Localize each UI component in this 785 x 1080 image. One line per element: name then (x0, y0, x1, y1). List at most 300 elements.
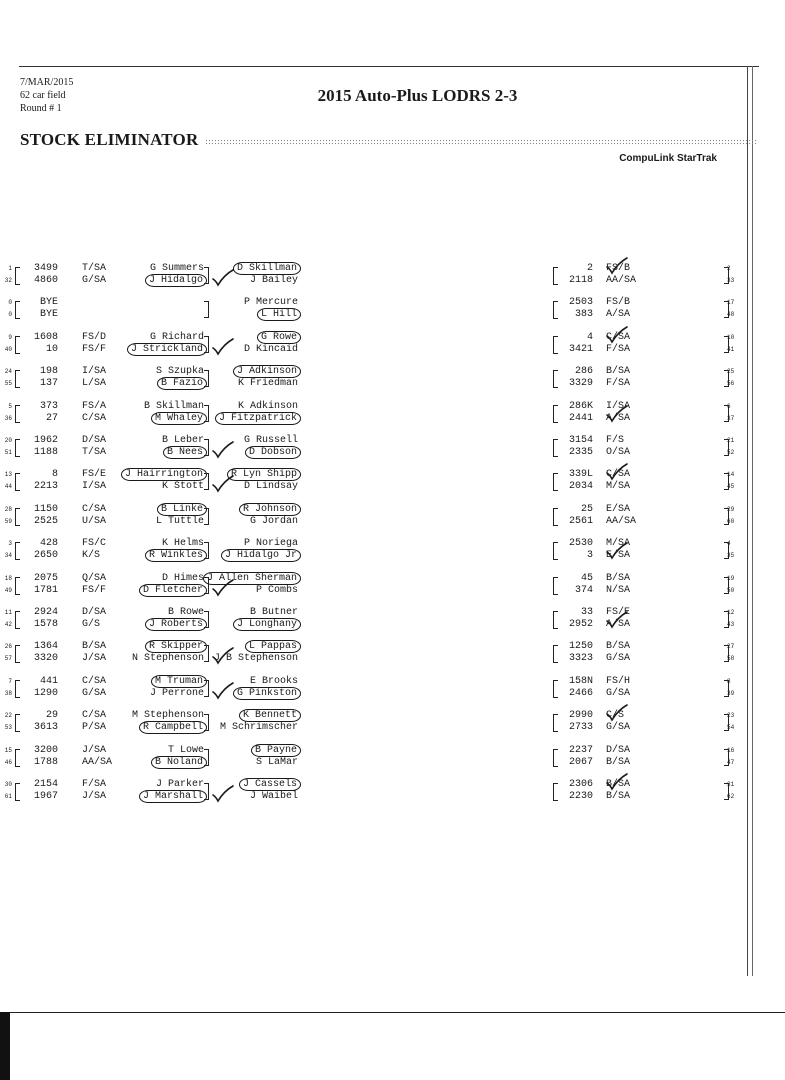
right-bracket (724, 542, 729, 559)
class-top: I/SA (82, 366, 107, 378)
seed-top: 2 (727, 265, 731, 272)
car-number-bottom: 2650 (33, 550, 58, 562)
class-bottom: I/SA (82, 481, 107, 493)
seed-bottom: 60 (727, 517, 735, 525)
scan-bottom-edge (10, 1012, 785, 1013)
car-number-bottom: 4860 (33, 275, 58, 286)
pairing-right-4 (0, 366, 735, 390)
car-number-top: 1364 (33, 641, 58, 653)
car-number-bottom: 10 (45, 343, 58, 355)
seed-top: 9 (8, 333, 12, 341)
right-margin-line (747, 66, 748, 976)
pairing-right-12 (0, 641, 735, 665)
driver-top: J Hairrington (121, 468, 207, 481)
class-bottom: N/SA (606, 584, 631, 596)
checkmark-icon (606, 405, 628, 423)
class-top: D/SA (606, 744, 631, 756)
race-date: 7/MAR/2015 (20, 77, 74, 88)
driver-bottom: J Hidalgo (145, 274, 207, 287)
seed-top: 3 (8, 540, 12, 548)
seed-top: 17 (727, 299, 735, 307)
pairing-right-16 (0, 779, 735, 803)
car-number-top: 2237 (568, 744, 593, 756)
car-number-top: 1150 (33, 503, 58, 515)
car-number-bottom: 3613 (33, 722, 58, 734)
car-number-bottom: 3329 (568, 378, 593, 390)
class-top: B/SA (606, 641, 631, 653)
driver-top: J Allen Sherman (203, 572, 301, 585)
car-number-bottom: 1967 (33, 791, 58, 802)
car-number-top: 2 (586, 263, 593, 274)
pairing-right-6 (0, 435, 735, 459)
driver-bottom: M Whaley (151, 412, 207, 425)
class-bottom: G/S (82, 619, 101, 630)
seed-top: 1 (8, 265, 12, 272)
class-bottom: O/SA (606, 447, 631, 458)
class-bottom: G/SA (82, 687, 107, 699)
class-bottom: FS/F (82, 343, 107, 355)
driver-bottom: J Perrone (149, 687, 204, 699)
car-number-top: 198 (39, 366, 58, 378)
left-bracket (553, 267, 558, 285)
driver-bottom: J Marshall (139, 790, 207, 803)
car-number-top: 29 (45, 710, 58, 722)
class-bottom: M/SA (606, 481, 631, 493)
car-number-bottom: 3421 (568, 343, 593, 355)
seed-bottom: 56 (727, 380, 735, 388)
seed-bottom: 59 (4, 517, 12, 525)
class-bottom: AA/SA (606, 515, 637, 527)
class-top: FS/A (82, 400, 107, 412)
class-top: J/SA (82, 744, 107, 756)
car-number-top: 3154 (568, 435, 593, 446)
left-bracket (553, 439, 558, 457)
class-bottom: A/SA (606, 309, 631, 321)
class-bottom: B/SA (606, 756, 631, 768)
left-bracket (553, 611, 558, 629)
seed-top: 4 (727, 540, 731, 548)
left-bracket (553, 680, 558, 698)
driver-bottom: M Schrimscher (219, 722, 298, 734)
seed-bottom: 58 (727, 655, 735, 663)
car-number-top: 2154 (33, 779, 58, 790)
class-top: I/SA (606, 400, 631, 412)
checkmark-icon (606, 773, 628, 791)
pairing-right-10 (0, 572, 735, 597)
class-top: M/SA (606, 538, 631, 550)
car-number-bottom: 2525 (33, 515, 58, 527)
seed-bottom: 34 (4, 552, 12, 560)
dotted-leader (205, 139, 757, 146)
right-bracket (724, 439, 729, 456)
seed-bottom: 61 (4, 793, 12, 800)
class-top: C/SA (82, 675, 107, 687)
driver-bottom: J Longhany (233, 618, 301, 631)
driver-bottom: B Nees (163, 446, 207, 459)
right-margin-line-2 (752, 66, 753, 976)
class-top: FS/H (606, 675, 631, 687)
driver-top: B Leber (161, 435, 204, 446)
car-number-top: 286 (574, 366, 593, 378)
driver-bottom: J Bailey (249, 275, 298, 286)
class-bottom: G/SA (606, 722, 631, 734)
car-number-bottom: 2213 (33, 481, 58, 493)
pairing-right-2 (0, 297, 735, 321)
seed-top: 7 (8, 677, 12, 685)
seed-bottom: 62 (727, 793, 735, 800)
class-title: STOCK ELIMINATOR (20, 130, 199, 149)
driver-top: B Payne (251, 744, 301, 757)
car-number-top: 428 (39, 538, 58, 550)
driver-top: G Rowe (257, 331, 301, 344)
seed-top: 8 (727, 677, 731, 685)
driver-bottom: D Kincaid (243, 343, 298, 355)
seed-bottom: 33 (727, 277, 735, 284)
seed-bottom: 57 (4, 655, 12, 663)
car-number-bottom: 1788 (33, 756, 58, 768)
seed-top: 31 (727, 781, 735, 788)
right-bracket (724, 301, 729, 318)
class-top: FS/E (82, 469, 107, 481)
seed-top: 12 (727, 609, 735, 616)
driver-bottom: G Jordan (249, 515, 298, 527)
field-size: 62 car field (20, 90, 66, 101)
seed-top: 26 (4, 643, 12, 651)
driver-top: B Rowe (167, 607, 204, 618)
class-top: F/SA (82, 779, 107, 790)
driver-bottom: G Pinkston (233, 687, 301, 700)
driver-top: G Richard (149, 331, 204, 343)
driver-bottom: J Strickland (127, 343, 207, 356)
class-bottom: A/SA (606, 412, 631, 424)
left-bracket (553, 645, 558, 663)
seed-top: 24 (4, 368, 12, 376)
seed-top: 30 (4, 781, 12, 788)
driver-bottom: D Lindsay (243, 481, 298, 493)
class-bottom: AA/SA (606, 275, 637, 286)
seed-top: 25 (727, 368, 735, 376)
class-top: B/SA (606, 366, 631, 378)
pairing-right-9 (0, 538, 735, 562)
car-number-top: 45 (580, 572, 593, 584)
driver-bottom: J Hidalgo Jr (221, 549, 301, 562)
car-number-bottom: 2230 (568, 791, 593, 802)
driver-bottom: J B Stephenson (213, 653, 298, 665)
class-top: F/S (606, 435, 625, 446)
class-top: FS/B (606, 297, 631, 309)
class-top: E/SA (606, 503, 631, 515)
event-title: 2015 Auto-Plus LODRS 2-3 (317, 86, 518, 105)
car-number-bottom: 137 (39, 378, 58, 390)
scan-left-shadow (0, 1012, 10, 1080)
left-bracket (553, 301, 558, 319)
car-number-bottom: 2118 (568, 275, 593, 286)
car-number-bottom: 2067 (568, 756, 593, 768)
class-bottom: P/SA (82, 722, 107, 734)
right-bracket (724, 336, 729, 353)
car-number-top: 339L (568, 469, 593, 481)
car-number-top: 33 (580, 607, 593, 618)
car-number-bottom: 3323 (568, 653, 593, 665)
driver-bottom: B Noland (151, 756, 207, 769)
driver-top: L Pappas (245, 640, 301, 653)
right-bracket (724, 267, 729, 284)
seed-bottom: 40 (4, 345, 12, 353)
class-bottom: C/SA (82, 412, 107, 424)
class-bottom: J/SA (82, 791, 107, 802)
pairing-right-14 (0, 710, 735, 734)
class-top: C/S (606, 710, 625, 722)
class-bottom: F/SA (606, 378, 631, 390)
driver-top: D Himes (161, 572, 204, 584)
seed-top: 15 (4, 746, 12, 754)
car-number-top: 373 (39, 400, 58, 412)
right-bracket (724, 405, 729, 422)
class-top: B/SA (606, 779, 631, 790)
car-number-top: 3499 (33, 263, 58, 274)
driver-top: R Johnson (239, 503, 301, 516)
left-bracket (553, 508, 558, 526)
car-number-bottom: 2952 (568, 619, 593, 630)
seed-bottom: 55 (4, 380, 12, 388)
pairing-right-3 (0, 331, 735, 356)
left-bracket (553, 783, 558, 801)
class-bottom: F/SA (606, 343, 631, 355)
pairing-right-15 (0, 744, 735, 769)
seed-bottom: 47 (727, 758, 735, 766)
seed-bottom: 38 (4, 689, 12, 697)
car-number-top: 286K (568, 400, 593, 412)
seed-bottom: 52 (727, 449, 735, 456)
driver-top: M Stephenson (131, 710, 204, 722)
car-number-top: 2306 (568, 779, 593, 790)
car-number-top: 2924 (33, 607, 58, 618)
left-bracket (553, 473, 558, 491)
car-number-bottom: 1578 (33, 619, 58, 630)
car-number-bottom: 3 (586, 550, 593, 562)
driver-top: K Bennett (239, 709, 301, 722)
driver-bottom: P Combs (255, 584, 298, 596)
driver-top: B Linke (157, 503, 207, 516)
seed-top: 6 (727, 402, 731, 410)
pairing-right-1 (0, 263, 735, 287)
right-bracket (724, 714, 729, 731)
car-number-bottom: 374 (574, 584, 593, 596)
seed-top: 13 (4, 471, 12, 479)
car-number-bottom: 2034 (568, 481, 593, 493)
checkmark-icon (606, 257, 628, 275)
pairing-right-7 (0, 469, 735, 493)
car-number-top: BYE (39, 297, 58, 309)
driver-bottom: D Dobson (245, 446, 301, 459)
seed-top: 18 (4, 574, 12, 582)
car-number-top: 1962 (33, 435, 58, 446)
seed-top: 19 (727, 574, 735, 582)
right-bracket (724, 645, 729, 662)
seed-top: 16 (727, 746, 735, 754)
checkmark-icon (606, 463, 628, 481)
left-bracket (553, 370, 558, 388)
class-top: D/SA (82, 607, 107, 618)
seed-bottom: 0 (8, 311, 12, 319)
driver-bottom: L Hill (257, 308, 301, 321)
driver-top: J Adkinson (233, 365, 301, 378)
driver-bottom: B Fazio (157, 377, 207, 390)
right-bracket (724, 370, 729, 387)
car-number-bottom: 1781 (33, 584, 58, 596)
car-number-top: 2075 (33, 572, 58, 584)
seed-bottom: 42 (4, 621, 12, 628)
car-number-bottom: 27 (45, 412, 58, 424)
driver-top: E Brooks (249, 675, 298, 687)
seed-bottom: 43 (727, 621, 735, 628)
driver-bottom: R Winkles (145, 549, 207, 562)
car-number-top: 2503 (568, 297, 593, 309)
left-bracket (553, 749, 558, 767)
class-top: FS/B (606, 263, 631, 274)
round-number: Round # 1 (20, 103, 62, 114)
driver-top: J Parker (155, 779, 204, 790)
car-number-bottom: 1290 (33, 687, 58, 699)
class-bottom: E/SA (606, 550, 631, 562)
driver-top: B Butner (249, 607, 298, 618)
driver-top: M Truman (151, 675, 207, 688)
car-number-top: 8 (51, 469, 58, 481)
class-bottom: U/SA (82, 515, 107, 527)
seed-top: 21 (727, 437, 735, 444)
car-number-top: 25 (580, 503, 593, 515)
driver-top: R Lyn Shipp (227, 468, 301, 481)
seed-bottom: 48 (727, 311, 735, 319)
seed-bottom: 46 (4, 758, 12, 766)
class-top: C/SA (606, 331, 631, 343)
class-top: FS/E (606, 607, 631, 618)
class-bottom: G/SA (82, 275, 107, 286)
driver-bottom: J Waibel (249, 791, 298, 802)
car-number-top: 3200 (33, 744, 58, 756)
checkmark-icon (606, 326, 628, 344)
class-top: C/SA (82, 503, 107, 515)
class-top: T/SA (82, 263, 107, 274)
checkmark-icon (606, 704, 628, 722)
car-number-bottom: BYE (39, 309, 58, 321)
right-bracket (724, 749, 729, 766)
class-bottom: K/S (82, 550, 101, 562)
seed-top: 28 (4, 505, 12, 513)
car-number-bottom: 1188 (33, 447, 58, 458)
driver-bottom: J Fitzpatrick (215, 412, 301, 425)
checkmark-icon (606, 611, 628, 629)
top-rule (19, 66, 759, 67)
class-top: Q/SA (82, 572, 107, 584)
driver-top: G Russell (243, 435, 298, 446)
driver-bottom: D Fletcher (139, 584, 207, 597)
class-top: FS/C (82, 538, 107, 550)
car-number-top: 441 (39, 675, 58, 687)
seed-bottom: 50 (727, 586, 735, 594)
driver-bottom: R Campbell (139, 721, 207, 734)
driver-top: B Skillman (143, 400, 204, 412)
seed-top: 10 (727, 333, 735, 341)
left-bracket (553, 336, 558, 354)
driver-top: T Lowe (167, 744, 204, 756)
right-bracket (724, 680, 729, 697)
pairing-right-5 (0, 400, 735, 425)
class-top: C/SA (606, 469, 631, 481)
seed-top: 5 (8, 402, 12, 410)
car-number-top: 158N (568, 675, 593, 687)
car-number-bottom: 383 (574, 309, 593, 321)
checkmark-icon (606, 542, 628, 560)
seed-bottom: 37 (727, 414, 735, 422)
class-bottom: B/SA (606, 791, 631, 802)
right-bracket (724, 577, 729, 594)
car-number-bottom: 2441 (568, 412, 593, 424)
seed-bottom: 41 (727, 345, 735, 353)
class-bottom: FS/F (82, 584, 107, 596)
car-number-bottom: 2733 (568, 722, 593, 734)
driver-top: K Adkinson (237, 400, 298, 412)
class-top: D/SA (82, 435, 107, 446)
driver-top: D Skillman (233, 262, 301, 275)
class-bottom: G/SA (606, 653, 631, 665)
seed-top: 20 (4, 437, 12, 444)
left-bracket (553, 577, 558, 595)
seed-top: 27 (727, 643, 735, 651)
driver-bottom: N Stephenson (131, 653, 204, 665)
seed-top: 0 (8, 299, 12, 307)
driver-bottom: K Friedman (237, 378, 298, 390)
car-number-bottom: 2466 (568, 687, 593, 699)
left-bracket (553, 542, 558, 560)
seed-top: 22 (4, 712, 12, 720)
class-top: B/SA (606, 572, 631, 584)
car-number-top: 4 (586, 331, 593, 343)
left-bracket (553, 714, 558, 732)
driver-bottom: L Tuttle (155, 515, 204, 527)
car-number-top: 1250 (568, 641, 593, 653)
class-bottom: AA/SA (82, 756, 113, 768)
driver-top: P Noriega (243, 538, 298, 550)
class-bottom: L/SA (82, 378, 107, 390)
class-bottom: A/SA (606, 619, 631, 630)
driver-bottom: K Stott (161, 481, 204, 493)
car-number-bottom: 2335 (568, 447, 593, 458)
seed-top: 23 (727, 712, 735, 720)
driver-bottom: J Roberts (145, 618, 207, 631)
driver-top: K Helms (161, 538, 204, 550)
seed-bottom: 45 (727, 483, 735, 491)
car-number-top: 1608 (33, 331, 58, 343)
seed-bottom: 49 (4, 586, 12, 594)
driver-top: R Skipper (145, 640, 207, 653)
pairing-right-8 (0, 503, 735, 528)
seed-bottom: 53 (4, 724, 12, 732)
right-bracket (724, 611, 729, 628)
seed-bottom: 35 (727, 552, 735, 560)
seed-bottom: 39 (727, 689, 735, 697)
class-top: B/SA (82, 641, 107, 653)
right-bracket (724, 508, 729, 525)
seed-bottom: 44 (4, 483, 12, 491)
car-number-top: 2990 (568, 710, 593, 722)
left-bracket (553, 405, 558, 423)
driver-bottom: S LaMar (255, 756, 298, 768)
seed-top: 29 (727, 505, 735, 513)
seed-bottom: 36 (4, 414, 12, 422)
class-top: C/SA (82, 710, 107, 722)
event-title-wrap (0, 86, 785, 106)
